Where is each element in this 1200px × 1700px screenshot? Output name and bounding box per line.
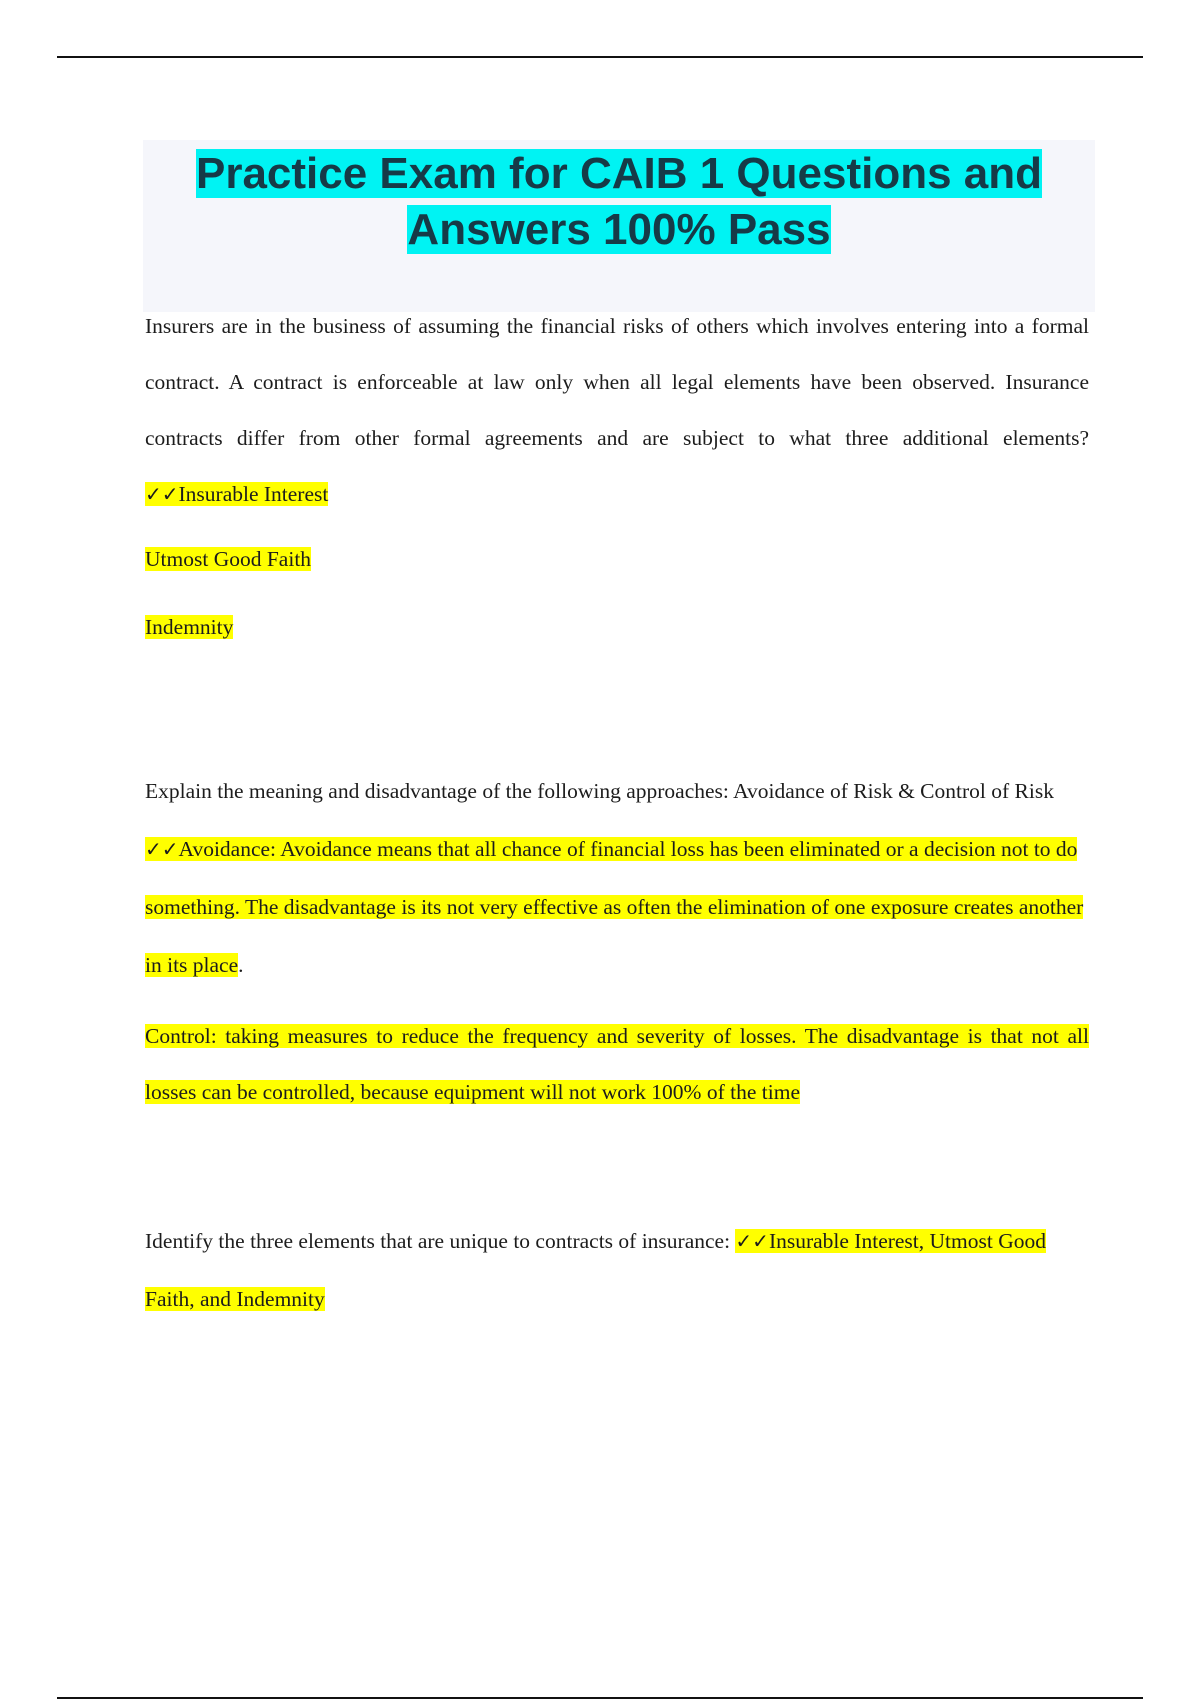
title-line-2: Answers 100% Pass (407, 205, 831, 254)
title-line-1: Practice Exam for CAIB 1 Questions and (195, 149, 1043, 198)
question-1-text: Insurers are in the business of assuming the financial risks of others which involves entering into a formal contract. A contract is enforceable at law only when all legal elements have been observed. Insurance contracts differ from other formal agreements and are subject to what three additional elements? (145, 314, 1089, 450)
answer-2-avoidance (145, 837, 1083, 977)
answer-2-control-text: Control: taking measures to reduce the frequency and severity of losses. The disadvantage is that not all losses can be controlled, because equipment will not work 100% of the time (145, 1024, 1089, 1104)
question-2-block (145, 762, 1089, 1120)
answer-1-line-1-text: Insurable Interest (178, 482, 329, 506)
answer-2-avoidance-text: Avoidance: Avoidance means that all chance of financial loss has been eliminated or a decision not to do something. The disadvantage is its not very effective as often the elimination of one exposure creates another in its place (145, 837, 1084, 977)
title-box (143, 140, 1095, 312)
top-rule (57, 56, 1143, 58)
page-title (143, 140, 1095, 258)
answer-2-control (145, 1008, 1089, 1120)
answer-2-avoidance-tail: . (238, 953, 244, 977)
question-3-block (145, 1212, 1089, 1328)
answer-1-line-3-text: Indemnity (145, 615, 234, 639)
check-mark-icon: ✓✓ (145, 837, 179, 861)
answer-1-line-3 (145, 608, 1089, 646)
question-3 (145, 1212, 1089, 1328)
answer-1-line-2 (145, 540, 1089, 578)
question-2 (145, 762, 1089, 994)
question-3-text: Identify the three elements that are unique to contracts of insurance: (145, 1229, 731, 1253)
answer-1-line-2-text: Utmost Good Faith (145, 547, 312, 571)
question-1-block (145, 298, 1089, 646)
answer-3-text: Insurable Interest, Utmost Good Faith, and Indemnity (145, 1229, 1046, 1311)
bottom-rule (57, 1697, 1143, 1699)
question-2-text: Explain the meaning and disadvantage of the following approaches: Avoidance of Risk & Control of Risk (145, 779, 1054, 803)
check-mark-icon: ✓✓ (735, 1229, 769, 1253)
check-mark-icon: ✓✓ (145, 482, 179, 506)
answer-1-line-1 (145, 482, 328, 506)
question-1 (145, 298, 1089, 522)
